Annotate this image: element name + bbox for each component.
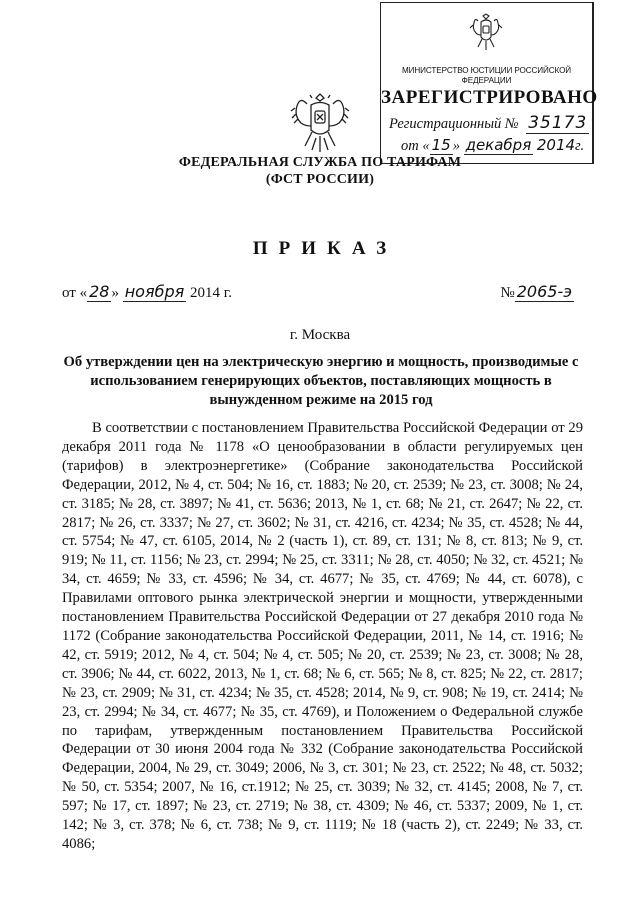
coat-of-arms-icon xyxy=(469,13,503,53)
stamp-date-mid: » xyxy=(452,138,460,154)
stamp-registered-label: ЗАРЕГИСТРИРОВАНО xyxy=(381,87,598,108)
stamp-date xyxy=(401,136,584,155)
stamp-date-day: 15 xyxy=(431,136,451,154)
agency-name: ФЕДЕРАЛЬНАЯ СЛУЖБА ПО ТАРИФАМ xyxy=(178,155,462,170)
order-date-month: ноября xyxy=(124,282,185,301)
order-number-prefix: № xyxy=(500,285,515,301)
order-number-handwritten: 2065-э xyxy=(516,282,572,301)
stamp-date-suffix: г. xyxy=(575,138,585,154)
stamp-date-prefix: от « xyxy=(401,138,430,154)
stamp-reg-number-handwritten: 35173 xyxy=(528,113,588,133)
coat-of-arms-icon xyxy=(290,92,350,154)
order-date xyxy=(62,282,232,302)
stamp-ministry-name: МИНИСТЕРСТВО ЮСТИЦИИ РОССИЙСКОЙ ФЕДЕРАЦИИ xyxy=(401,65,572,85)
stamp-reg-label: Регистрационный № xyxy=(389,116,519,132)
registration-stamp xyxy=(380,2,598,164)
agency-header xyxy=(0,154,640,188)
agency-abbreviation: (ФСТ РОССИИ) xyxy=(265,172,375,187)
city: г. Москва xyxy=(289,327,351,343)
order-number xyxy=(500,282,574,302)
stamp-registration-number xyxy=(389,113,589,133)
stamp-date-year: 2014 xyxy=(536,136,576,154)
body-paragraph: В соответствии с постановлением Правительства Российской Федерации от 29 декабря 2011 года № 1178 «О ценообразовании в области регулируемых цен (тарифов) в электроэнергетике» (Собрание законодательства Российской Федерации, 2012, № 4, ст. 504; № 16, ст. 1883; № 20, ст. 2539; № 23, ст. 3008; № 24, ст. 3185; № 28, ст. 3897; № 41, ст. 5636; 2013, № 1, ст. 68; № 21, ст. 2647; № 22, ст. 2817; № 26, ст. 3337; № 27, ст. 3602; № 31, ст. 4216, ст. 4234; № 35, ст. 4528; № 44, ст. 5754; № 47, ст. 6105, 2014, № 2 (часть 1), ст. 89, ст. 131; № 8, ст. 813; № 9, ст. 919; № 11, ст. 1156; № 23, ст. 2994; № 25, ст. 3311; № 28, ст. 4050; № 32, ст. 4521; № 34, ст. 4659; № 33, ст. 4596; № 34, ст. 4677; № 35, ст. 4769; № 44, ст. 6078), с Правилами оптового рынка электрической энергии и мощности, утвержденными постановлением Правительства Российской Федерации от 27 декабря 2010 года № 1172 (Собрание законодательства Российской Федерации, 2011, № 14, ст. 1916; № 42, ст. 5919; 2012, № 4, ст. 504; № 4, ст. 505; № 20, ст. 2539; № 23, ст. 3008; № 28, ст. 3906; № 44, ст. 6022, 2013, № 1, ст. 68; № 6, ст. 565; № 8, ст. 825; № 22, ст. 2817; № 23, ст. 2909; № 31, ст. 4234; № 35, ст. 4528; 2014, № 9, ст. 908; № 19, ст. 2414; № 23, ст. 2994; № 34, ст. 4677; № 35, ст. 4769), и Положением о Федеральной службе по тарифам, утвержденным постановлением Правительства Российской Федерации от 30 июня 2004 года № 332 (Собрание законодательства Российской Федерации, 2004, № 29, ст. 3049; 2006, № 3, ст. 301; № 23, ст. 2522; № 48, ст. 5032; № 50, ст. 5354; 2007, № 16, ст.1912; № 25, ст. 3039; № 32, ст. 4145; 2008, № 7, ст. 597; № 17, ст. 1897; № 23, ст. 2719; № 38, ст. 4309; № 46, ст. 5337; 2009, № 1, ст. 142; № 3, ст. 378; № 6, ст. 738; № 9, ст. 1119; № 18 (часть 2), ст. 2249; № 33, ст. 4086; xyxy=(62,420,583,852)
order-date-mid: » xyxy=(111,285,119,301)
order-date-year: 2014 г. xyxy=(190,285,232,301)
order-date-day: 28 xyxy=(89,282,110,301)
stamp-date-month: декабря xyxy=(465,136,532,154)
document-heading: ПРИКАЗ xyxy=(252,238,398,259)
order-date-prefix: от « xyxy=(62,285,88,301)
document-title: Об утверждении цен на электрическую энергию и мощность, производимые с использованием генерирующих объектов, поставляющих мощность в вынужденном режиме на 2015 год xyxy=(63,354,579,408)
